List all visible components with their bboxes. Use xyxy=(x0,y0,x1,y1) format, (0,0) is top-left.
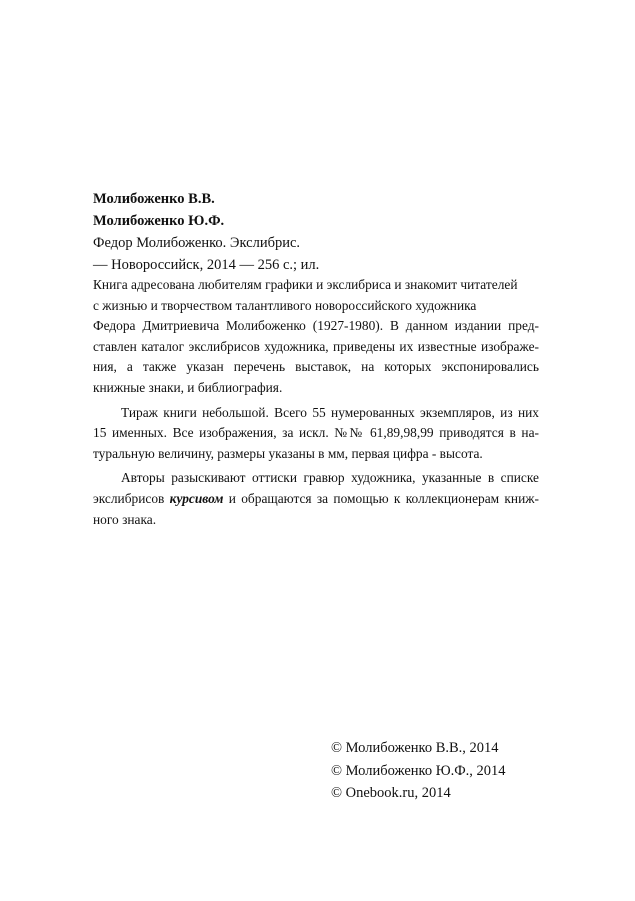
description-text: Федора Дмитриевича Молибоженко (1927-1980). В данном издании представлен каталог экслибрисов художника, приведены их известные изображения, а также указан перечень выставок, на которых экспонировались книжные знаки, и библиография. xyxy=(93,318,539,395)
copyright-line: © Молибоженко Ю.Ф., 2014 xyxy=(331,762,506,779)
copyright-block xyxy=(331,737,506,805)
bibliographic-header xyxy=(93,188,553,276)
copyright-line: © Молибоженко В.В., 2014 xyxy=(331,740,499,756)
appeal-paragraph xyxy=(93,468,539,530)
description-line: с жизнью и творчеством талантливого новороссийского художника xyxy=(93,297,477,313)
description-line: Книга адресована любителям графики и экслибриса и знакомит читателей xyxy=(93,277,518,292)
appeal-text: и обращаются за помощью к коллекционерам книжного знака. xyxy=(93,490,539,527)
author-name: Молибоженко Ю.Ф. xyxy=(93,213,225,229)
appeal-text: Авторы разыскивают оттиски гравюр художника, указанные в списке экслибрисов xyxy=(93,470,539,506)
annotation-text xyxy=(93,275,539,530)
book-title: Федор Молибоженко. Экслибрис. xyxy=(93,235,301,251)
description-paragraph xyxy=(93,275,539,399)
imprint-line: — Новороссийск, 2014 — 256 с.; ил. xyxy=(93,257,320,273)
italic-emphasis: курсивом xyxy=(169,490,224,506)
circulation-paragraph: Тираж книги небольшой. Всего 55 нумерованных экземпляров, из них 15 именных. Все изображения, за искл. №№ 61,89,98,99 приводятся в натуральную величину, размеры указаны в мм, первая цифра - высота. xyxy=(93,404,539,461)
copyright-line: © Onebook.ru, 2014 xyxy=(331,785,451,801)
author-name: Молибоженко В.В. xyxy=(93,191,215,207)
